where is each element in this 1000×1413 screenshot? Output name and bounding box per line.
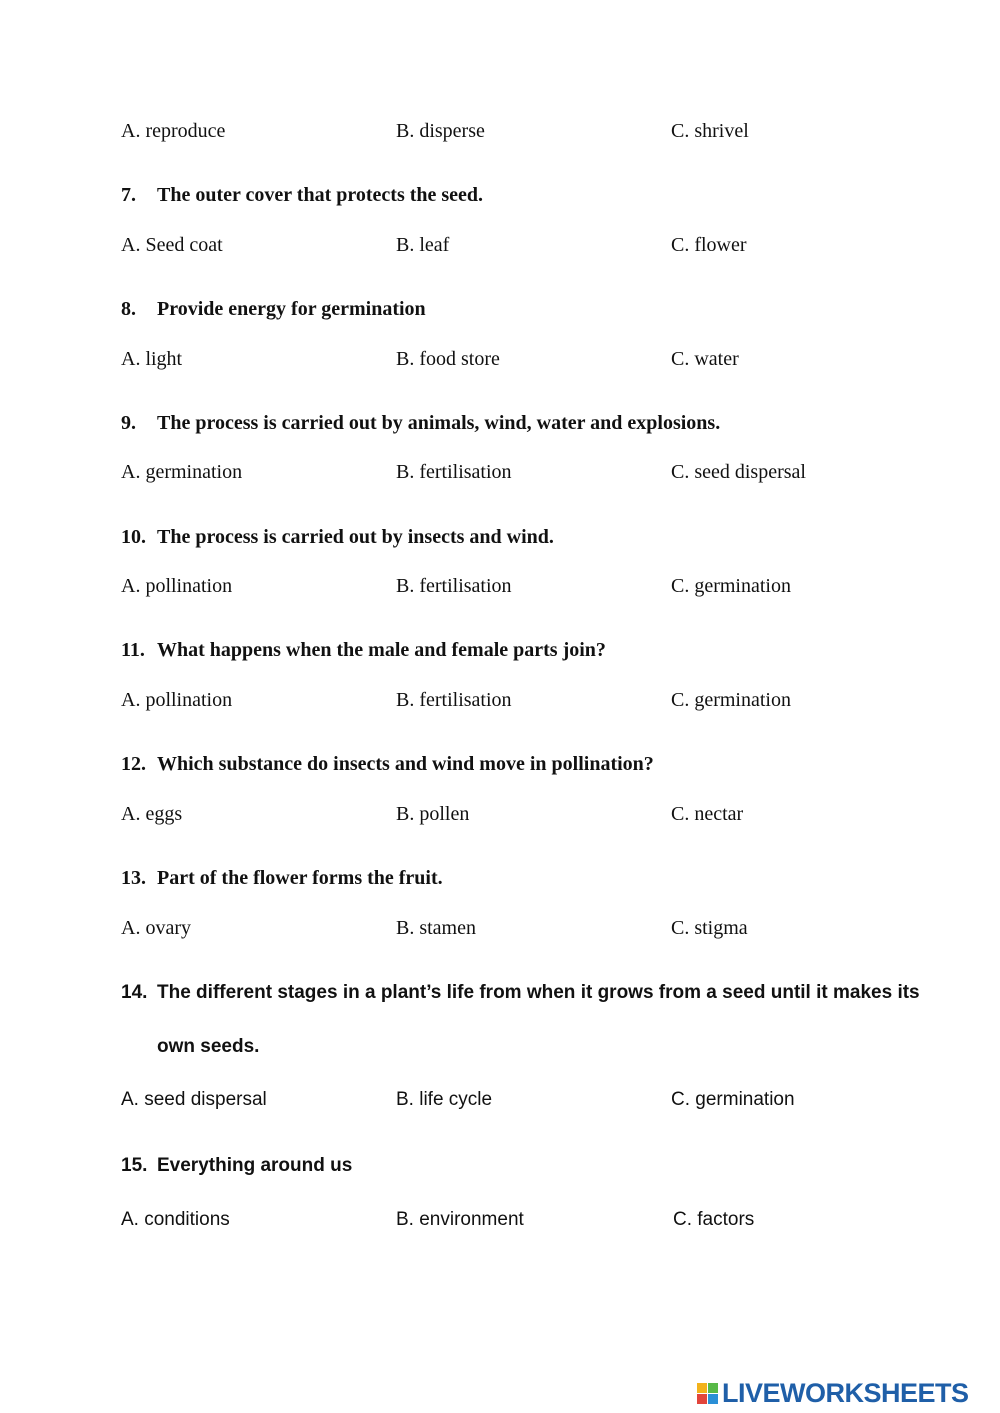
options-row-11 (121, 689, 941, 717)
option-a[interactable]: A. ovary (121, 917, 191, 939)
question-12 (121, 753, 654, 776)
option-a[interactable]: A. eggs (121, 803, 183, 825)
options-row-8 (121, 348, 941, 376)
option-b[interactable]: B. fertilisation (396, 575, 512, 597)
options-row-13 (121, 917, 941, 945)
options-row-6 (121, 120, 941, 148)
question-14-continuation: own seeds. (157, 1036, 260, 1057)
option-b[interactable]: B. stamen (396, 917, 476, 939)
options-row-12 (121, 803, 941, 831)
option-a[interactable]: A. pollination (121, 575, 233, 597)
question-11 (121, 639, 606, 662)
option-c[interactable]: C. nectar (671, 803, 744, 825)
option-c[interactable]: C. factors (673, 1209, 755, 1230)
question-text: Everything around us (157, 1155, 353, 1176)
option-c[interactable]: C. germination (671, 575, 791, 597)
options-row-7 (121, 234, 941, 262)
question-number: 12. (121, 753, 146, 775)
question-9 (121, 412, 720, 435)
option-b[interactable]: B. fertilisation (396, 461, 512, 483)
option-b[interactable]: B. leaf (396, 234, 450, 256)
question-number: 11. (121, 639, 145, 661)
option-c[interactable]: C. stigma (671, 917, 748, 939)
question-text: Which substance do insects and wind move in pollination? (157, 753, 654, 775)
question-number: 15. (121, 1155, 148, 1176)
option-c[interactable]: C. shrivel (671, 120, 749, 142)
question-text: Provide energy for germination (157, 298, 426, 320)
question-14 (121, 982, 920, 1004)
question-text: The process is carried out by animals, wind, water and explosions. (157, 412, 721, 434)
option-b[interactable]: B. environment (396, 1209, 524, 1230)
question-8 (121, 298, 426, 321)
option-b[interactable]: B. fertilisation (396, 689, 512, 711)
question-text: Part of the flower forms the fruit. (157, 867, 443, 889)
option-c[interactable]: C. germination (671, 689, 791, 711)
question-number: 10. (121, 526, 146, 548)
option-c[interactable]: C. flower (671, 234, 747, 256)
question-number: 8. (121, 298, 136, 320)
question-number: 7. (121, 184, 136, 206)
question-number: 14. (121, 982, 148, 1003)
options-row-15 (121, 1209, 941, 1237)
option-c[interactable]: C. germination (671, 1089, 795, 1110)
option-a[interactable]: A. light (121, 348, 183, 370)
options-row-14 (121, 1089, 941, 1117)
option-b[interactable]: B. pollen (396, 803, 470, 825)
liveworksheets-logo[interactable] (697, 1378, 969, 1408)
question-13 (121, 867, 443, 890)
question-text: The outer cover that protects the seed. (157, 184, 484, 206)
options-row-10 (121, 575, 941, 603)
liveworksheets-logo-icon (697, 1383, 718, 1404)
option-c[interactable]: C. seed dispersal (671, 461, 806, 483)
options-row-9 (121, 461, 941, 489)
option-b[interactable]: B. food store (396, 348, 500, 370)
question-text: What happens when the male and female parts join? (157, 639, 606, 661)
option-a[interactable]: A. germination (121, 461, 243, 483)
option-a[interactable]: A. reproduce (121, 120, 226, 142)
option-a[interactable]: A. conditions (121, 1209, 230, 1230)
question-15 (121, 1155, 352, 1177)
option-a[interactable]: A. Seed coat (121, 234, 223, 256)
question-text: The different stages in a plant’s life from when it grows from a seed until it makes its (157, 982, 920, 1003)
question-text: The process is carried out by insects and wind. (157, 526, 554, 548)
question-10 (121, 526, 554, 549)
option-b[interactable]: B. disperse (396, 120, 485, 142)
question-number: 13. (121, 867, 146, 889)
question-7 (121, 184, 483, 207)
option-b[interactable]: B. life cycle (396, 1089, 493, 1110)
option-a[interactable]: A. seed dispersal (121, 1089, 267, 1110)
option-c[interactable]: C. water (671, 348, 739, 370)
question-number: 9. (121, 412, 136, 434)
logo-text: LIVEWORKSHEETS (722, 1377, 969, 1408)
option-a[interactable]: A. pollination (121, 689, 233, 711)
